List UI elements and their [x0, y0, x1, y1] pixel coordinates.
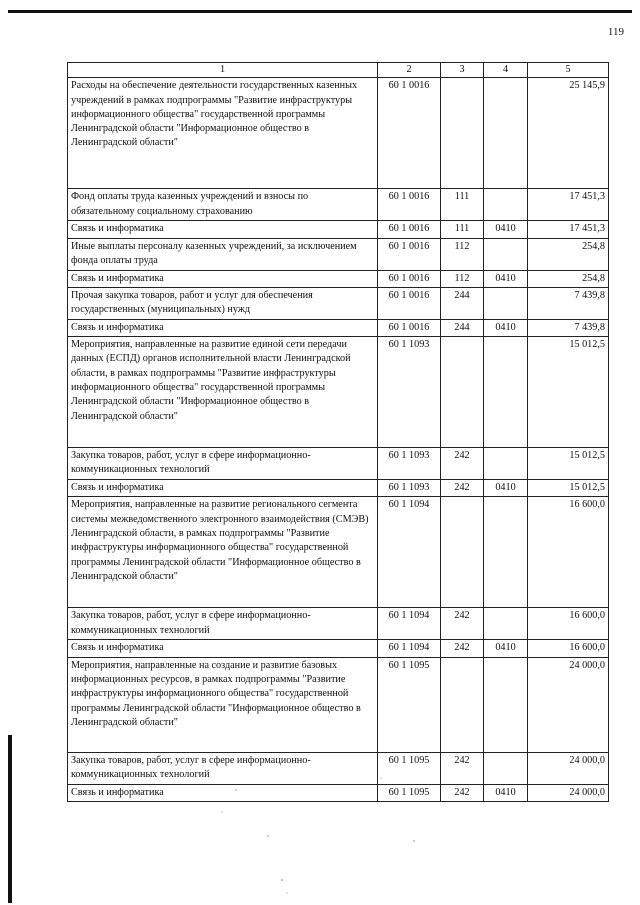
row-amount-cell: 7 439,8: [528, 287, 609, 319]
row-expense-type-cell: 242: [441, 640, 484, 657]
header-col-2: 2: [378, 63, 441, 78]
row-target-code-cell: 60 1 0016: [378, 78, 441, 189]
row-target-code-cell: 60 1 0016: [378, 287, 441, 319]
row-target-code-cell: 60 1 0016: [378, 319, 441, 336]
row-name-cell: Расходы на обеспечение деятельности государственных казенных учреждений в рамках подпрограммы "Развитие инфраструктуры информационного общества" государственной программы Ленинградской области "Информационное общество в Ленинградской области": [68, 78, 378, 189]
row-section-cell: 0410: [484, 270, 528, 287]
row-section-cell: 0410: [484, 784, 528, 801]
row-amount-cell: 25 145,9: [528, 78, 609, 189]
row-expense-type-cell: 112: [441, 270, 484, 287]
row-amount-cell: 15 012,5: [528, 337, 609, 448]
header-col-3: 3: [441, 63, 484, 78]
row-name-cell: Мероприятия, направленные на создание и развитие базовых информационных ресурсов, в рамках подпрограммы "Развитие инфраструктуры информационного общества" государственной программы Ленинградской области "Информационное общество в Ленинградской области": [68, 657, 378, 752]
row-amount-cell: 17 451,3: [528, 221, 609, 238]
row-name-cell: Закупка товаров, работ, услуг в сфере информационно-коммуникационных технологий: [68, 448, 378, 480]
row-name-cell: Связь и информатика: [68, 784, 378, 801]
row-amount-cell: 24 000,0: [528, 657, 609, 752]
row-target-code-cell: 60 1 0016: [378, 238, 441, 270]
row-target-code-cell: 60 1 1095: [378, 657, 441, 752]
row-expense-type-cell: 242: [441, 608, 484, 640]
row-name-cell: Закупка товаров, работ, услуг в сфере информационно-коммуникационных технологий: [68, 608, 378, 640]
row-expense-type-cell: 244: [441, 319, 484, 336]
row-expense-type-cell: 242: [441, 480, 484, 497]
row-target-code-cell: 60 1 1094: [378, 640, 441, 657]
header-col-4: 4: [484, 63, 528, 78]
row-expense-type-cell: 111: [441, 221, 484, 238]
row-section-cell: 0410: [484, 319, 528, 336]
row-expense-type-cell: 242: [441, 784, 484, 801]
row-amount-cell: 17 451,3: [528, 189, 609, 221]
row-target-code-cell: 60 1 1093: [378, 480, 441, 497]
row-name-cell: Иные выплаты персоналу казенных учреждений, за исключением фонда оплаты труда: [68, 238, 378, 270]
row-expense-type-cell: 242: [441, 752, 484, 784]
row-amount-cell: 16 600,0: [528, 640, 609, 657]
row-target-code-cell: 60 1 1095: [378, 752, 441, 784]
row-expense-type-cell: 244: [441, 287, 484, 319]
row-name-cell: Связь и информатика: [68, 480, 378, 497]
row-target-code-cell: 60 1 0016: [378, 221, 441, 238]
row-amount-cell: 16 600,0: [528, 608, 609, 640]
row-amount-cell: 16 600,0: [528, 497, 609, 608]
row-amount-cell: 254,8: [528, 270, 609, 287]
header-col-1: 1: [68, 63, 378, 78]
row-name-cell: Фонд оплаты труда казенных учреждений и взносы по обязательному социальному страхованию: [68, 189, 378, 221]
row-name-cell: Мероприятия, направленные на развитие регионального сегмента системы межведомственного электронного взаимодействия (СМЭВ) Ленинградской области, в рамках подпрограммы "Развитие инфраструктуры информационного общества" государственной программы Ленинградской области "Информационное общество в Ленинградской области": [68, 497, 378, 608]
row-name-cell: Прочая закупка товаров, работ и услуг для обеспечения государственных (муниципальных) нужд: [68, 287, 378, 319]
row-expense-type-cell: 112: [441, 238, 484, 270]
row-expense-type-cell: 111: [441, 189, 484, 221]
row-target-code-cell: 60 1 0016: [378, 270, 441, 287]
row-name-cell: Связь и информатика: [68, 640, 378, 657]
header-col-5: 5: [528, 63, 609, 78]
row-expense-type-cell: 242: [441, 448, 484, 480]
row-amount-cell: 15 012,5: [528, 480, 609, 497]
row-name-cell: Связь и информатика: [68, 221, 378, 238]
row-target-code-cell: 60 1 1095: [378, 784, 441, 801]
row-name-cell: Связь и информатика: [68, 319, 378, 336]
row-target-code-cell: 60 1 1094: [378, 497, 441, 608]
row-amount-cell: 24 000,0: [528, 752, 609, 784]
page-number: 119: [607, 26, 624, 38]
row-section-cell: 0410: [484, 640, 528, 657]
row-section-cell: 0410: [484, 480, 528, 497]
row-name-cell: Связь и информатика: [68, 270, 378, 287]
row-amount-cell: 7 439,8: [528, 319, 609, 336]
row-amount-cell: 24 000,0: [528, 784, 609, 801]
row-target-code-cell: 60 1 1093: [378, 337, 441, 448]
row-section-cell: 0410: [484, 221, 528, 238]
row-amount-cell: 15 012,5: [528, 448, 609, 480]
row-name-cell: Мероприятия, направленные на развитие единой сети передачи данных (ЕСПД) органов исполнительной власти Ленинградской области, в рамках подпрограммы "Развитие инфраструктуры информационного общества" государственной программы Ленинградской области "Информационное общество в Ленинградской области": [68, 337, 378, 448]
row-amount-cell: 254,8: [528, 238, 609, 270]
row-target-code-cell: 60 1 1093: [378, 448, 441, 480]
row-target-code-cell: 60 1 0016: [378, 189, 441, 221]
row-target-code-cell: 60 1 1094: [378, 608, 441, 640]
row-name-cell: Закупка товаров, работ, услуг в сфере информационно-коммуникационных технологий: [68, 752, 378, 784]
